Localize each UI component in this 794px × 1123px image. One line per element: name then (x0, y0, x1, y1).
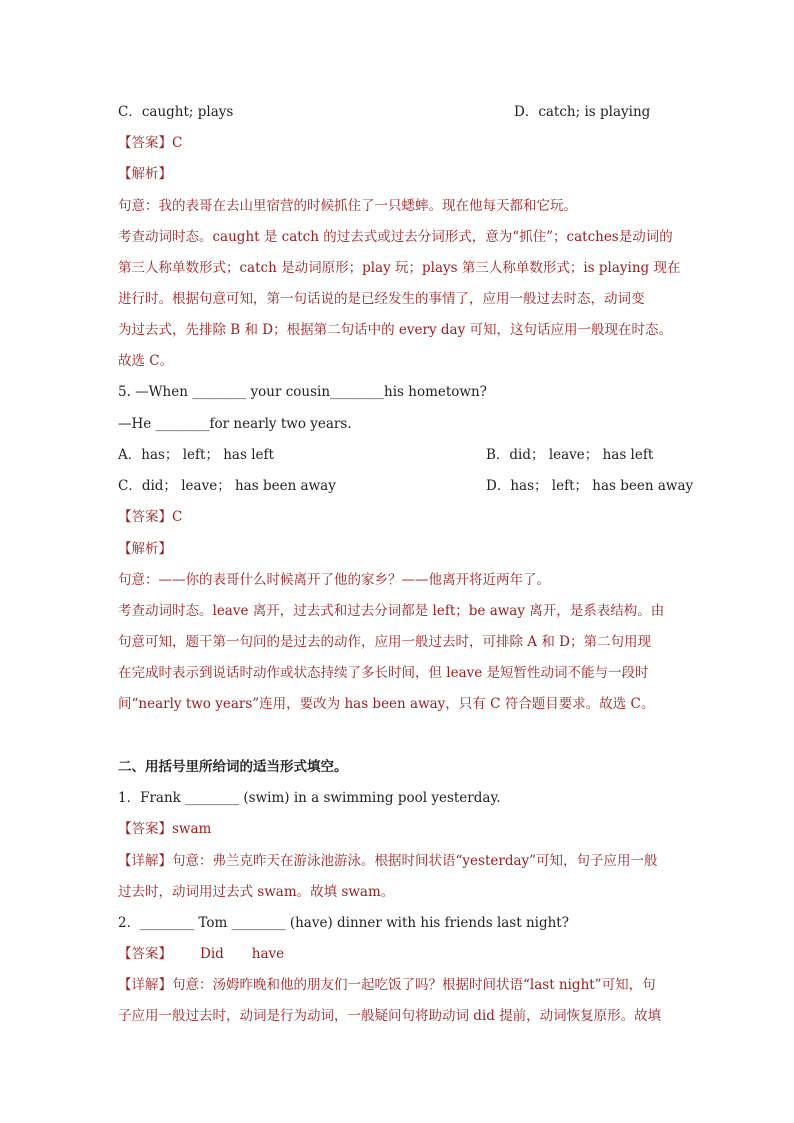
answer-value: C (172, 509, 183, 525)
answer-label: 【答案】 (118, 509, 172, 525)
detail-text: 句意：汤姆昨晚和他的朋友们一起吃饭了吗？根据时间状语“last night”可知，句 (172, 977, 656, 993)
q4-explanation-4: 为过去式，先排除 B 和 D；根据第二句话中的 every day 可知，这句话应用一般现在时态。 (118, 322, 672, 338)
s2-q2-stem: 2．________ Tom ________ (have) dinner with his friends last night? (118, 915, 569, 931)
s2-q1-answer (118, 819, 678, 839)
section-heading: 二、用括号里所给词的适当形式填空。 (118, 759, 348, 775)
detail-label: 【详解】 (118, 977, 172, 993)
detail-label: 【详解】 (118, 853, 172, 869)
q4-analysis-label: 【解析】 (118, 166, 172, 182)
q4-meaning: 句意：我的表哥在去山里宿营的时候抓住了一只蟋蟀。现在他每天都和它玩。 (118, 198, 577, 214)
q5-option-a: A．has； left； has left (118, 447, 274, 463)
q5-stem-2: —He ________for nearly two years. (118, 416, 352, 432)
answer-value-1: Did (200, 946, 224, 962)
detail-text: 句意：弗兰克昨天在游泳池游泳。根据时间状语“yesterday”可知，句子应用一般 (172, 853, 658, 869)
q5-explanation-4: 间“nearly two years”连用，要改为 has been away，只有 C 符合题目要求。故选 C。 (118, 696, 655, 712)
q4-explanation-5: 故选 C。 (118, 353, 174, 369)
s2-q2-detail-2: 子应用一般过去时，动词是行为动词，一般疑问句将助动词 did 提前，动词恢复原形。故填 (118, 1008, 662, 1024)
q5-explanation-2: 句意可知，题干第一句问的是过去的动作，应用一般过去时，可排除 A 和 D；第二句用现 (118, 634, 651, 650)
q4-options-row (118, 102, 678, 122)
q4-answer (118, 133, 678, 153)
s2-q1-stem: 1．Frank ________ (swim) in a swimming pool yesterday. (118, 790, 501, 806)
answer-value: C (172, 135, 183, 151)
answer-value: swam (172, 821, 212, 837)
q5-answer (118, 507, 678, 527)
q4-explanation-1: 考查动词时态。caught 是 catch 的过去式或过去分词形式，意为“抓住”；catches是动词的 (118, 229, 673, 245)
q5-stem-1: 5. —When ________ your cousin________his hometown? (118, 384, 487, 400)
q4-option-d: D．catch; is playing (514, 104, 651, 120)
q5-analysis-label: 【解析】 (118, 541, 172, 557)
q5-option-b: B．did； leave； has left (486, 447, 654, 463)
s2-q2-detail-1 (118, 975, 678, 995)
q5-explanation-3: 在完成时表示到说话时动作或状态持续了多长时间，但 leave 是短暂性动词不能与一段时 (118, 665, 649, 681)
answer-label: 【答案】 (118, 946, 172, 962)
answer-value-2: have (251, 946, 285, 962)
s2-q1-detail-1 (118, 851, 678, 871)
q4-explanation-3: 进行时。根据句意可知，第一句话说的是已经发生的事情了，应用一般过去时态，动词变 (118, 291, 645, 307)
answer-label: 【答案】 (118, 135, 172, 151)
q5-options-row-1 (118, 445, 678, 465)
q5-meaning: 句意：——你的表哥什么时候离开了他的家乡？——他离开将近两年了。 (118, 572, 550, 588)
s2-q2-answer (118, 944, 678, 964)
s2-q1-detail-2: 过去时，动词用过去式 swam。故填 swam。 (118, 884, 395, 900)
answer-label: 【答案】 (118, 821, 172, 837)
q4-explanation-2: 第三人称单数形式；catch 是动词原形；play 玩；plays 第三人称单数形式；is playing 现在 (118, 260, 681, 276)
q5-option-c: C．did； leave； has been away (118, 478, 336, 494)
q5-options-row-2 (118, 476, 694, 496)
q4-option-c: C．caught; plays (118, 104, 234, 120)
q5-option-d: D．has； left； has been away (486, 478, 694, 494)
q5-explanation-1: 考查动词时态。leave 离开，过去式和过去分词都是 left；be away 离开，是系表结构。由 (118, 603, 665, 619)
